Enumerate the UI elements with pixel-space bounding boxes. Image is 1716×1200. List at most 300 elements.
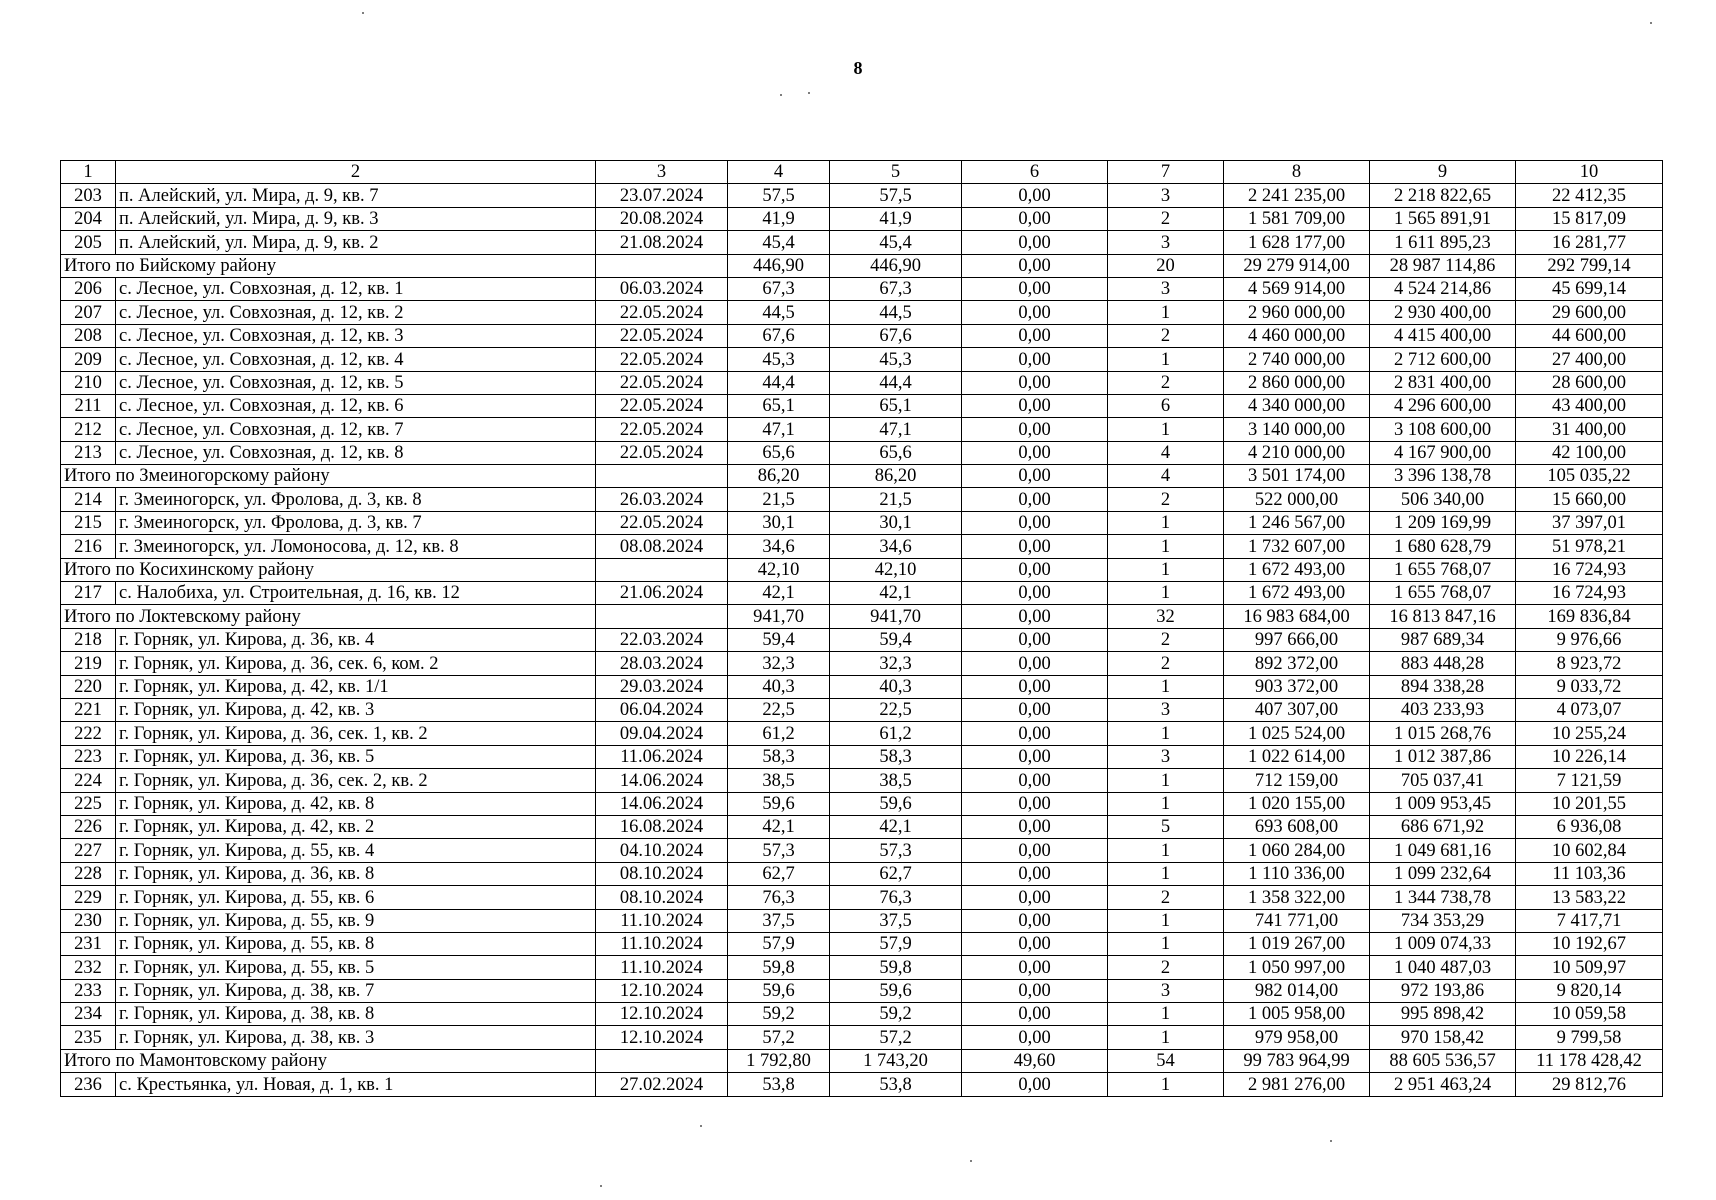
address-cell: с. Лесное, ул. Совхозная, д. 12, кв. 5 <box>116 371 596 394</box>
value-cell: 42,1 <box>830 815 962 838</box>
value-cell: 4 210 000,00 <box>1224 441 1370 464</box>
table-row <box>61 488 1663 511</box>
date-cell: 22.05.2024 <box>596 371 728 394</box>
value-cell: 76,3 <box>728 886 830 909</box>
value-cell: 2 981 276,00 <box>1224 1073 1370 1096</box>
value-cell: 4 460 000,00 <box>1224 324 1370 347</box>
value-cell: 972 193,86 <box>1370 979 1516 1002</box>
value-cell: 0,00 <box>962 698 1108 721</box>
value-cell: 10 226,14 <box>1516 745 1663 768</box>
value-cell: 47,1 <box>728 418 830 441</box>
value-cell: 59,2 <box>728 1003 830 1026</box>
date-cell: 06.03.2024 <box>596 277 728 300</box>
value-cell: 0,00 <box>962 652 1108 675</box>
column-header: 8 <box>1224 161 1370 184</box>
value-cell: 1 <box>1108 769 1224 792</box>
address-cell: г. Горняк, ул. Кирова, д. 55, кв. 5 <box>116 956 596 979</box>
value-cell: 4 415 400,00 <box>1370 324 1516 347</box>
housing-table <box>60 160 1663 1097</box>
value-cell: 2 <box>1108 652 1224 675</box>
value-cell: 1 060 284,00 <box>1224 839 1370 862</box>
value-cell: 57,5 <box>830 184 962 207</box>
date-cell: 22.05.2024 <box>596 324 728 347</box>
subtotal-cell: 42,10 <box>728 558 830 581</box>
date-cell: 22.05.2024 <box>596 394 728 417</box>
value-cell: 0,00 <box>962 722 1108 745</box>
column-header: 9 <box>1370 161 1516 184</box>
value-cell: 38,5 <box>830 769 962 792</box>
value-cell: 2 <box>1108 371 1224 394</box>
value-cell: 57,3 <box>830 839 962 862</box>
address-cell: г. Горняк, ул. Кирова, д. 38, кв. 3 <box>116 1026 596 1049</box>
table-row <box>61 956 1663 979</box>
address-cell: г. Горняк, ул. Кирова, д. 55, кв. 8 <box>116 932 596 955</box>
value-cell: 7 121,59 <box>1516 769 1663 792</box>
value-cell: 1 099 232,64 <box>1370 862 1516 885</box>
table-row <box>61 628 1663 651</box>
value-cell: 1 <box>1108 1073 1224 1096</box>
value-cell: 37,5 <box>728 909 830 932</box>
row-number: 212 <box>61 418 116 441</box>
address-cell: с. Налобиха, ул. Строительная, д. 16, кв. 12 <box>116 582 596 605</box>
address-cell: п. Алейский, ул. Мира, д. 9, кв. 7 <box>116 184 596 207</box>
value-cell: 0,00 <box>962 909 1108 932</box>
value-cell: 1 019 267,00 <box>1224 932 1370 955</box>
table-row <box>61 769 1663 792</box>
subtotal-label: Итого по Косихинскому району <box>61 558 596 581</box>
table-row <box>61 511 1663 534</box>
subtotal-cell: 86,20 <box>830 465 962 488</box>
subtotal-cell: 0,00 <box>962 605 1108 628</box>
value-cell: 58,3 <box>728 745 830 768</box>
value-cell: 43 400,00 <box>1516 394 1663 417</box>
value-cell: 1 <box>1108 909 1224 932</box>
row-number: 207 <box>61 301 116 324</box>
row-number: 225 <box>61 792 116 815</box>
subtotal-cell <box>596 465 728 488</box>
subtotal-row <box>61 1049 1663 1072</box>
row-number: 210 <box>61 371 116 394</box>
value-cell: 34,6 <box>728 535 830 558</box>
subtotal-label: Итого по Мамонтовскому району <box>61 1049 596 1072</box>
address-cell: с. Лесное, ул. Совхозная, д. 12, кв. 8 <box>116 441 596 464</box>
value-cell: 16 281,77 <box>1516 231 1663 254</box>
subtotal-cell: 28 987 114,86 <box>1370 254 1516 277</box>
value-cell: 1 110 336,00 <box>1224 862 1370 885</box>
value-cell: 403 233,93 <box>1370 698 1516 721</box>
table-row <box>61 277 1663 300</box>
value-cell: 2 712 600,00 <box>1370 348 1516 371</box>
row-number: 206 <box>61 277 116 300</box>
value-cell: 2 <box>1108 324 1224 347</box>
value-cell: 0,00 <box>962 1073 1108 1096</box>
column-header: 4 <box>728 161 830 184</box>
address-cell: г. Горняк, ул. Кирова, д. 42, кв. 8 <box>116 792 596 815</box>
value-cell: 0,00 <box>962 207 1108 230</box>
row-number: 231 <box>61 932 116 955</box>
value-cell: 970 158,42 <box>1370 1026 1516 1049</box>
value-cell: 9 820,14 <box>1516 979 1663 1002</box>
value-cell: 1 <box>1108 932 1224 955</box>
subtotal-cell: 86,20 <box>728 465 830 488</box>
row-number: 219 <box>61 652 116 675</box>
table-row <box>61 722 1663 745</box>
subtotal-cell: 169 836,84 <box>1516 605 1663 628</box>
value-cell: 10 059,58 <box>1516 1003 1663 1026</box>
date-cell: 08.10.2024 <box>596 886 728 909</box>
value-cell: 1 <box>1108 722 1224 745</box>
value-cell: 0,00 <box>962 815 1108 838</box>
value-cell: 0,00 <box>962 324 1108 347</box>
value-cell: 65,6 <box>830 441 962 464</box>
subtotal-cell: 99 783 964,99 <box>1224 1049 1370 1072</box>
value-cell: 22,5 <box>830 698 962 721</box>
subtotal-row <box>61 465 1663 488</box>
date-cell: 29.03.2024 <box>596 675 728 698</box>
date-cell: 23.07.2024 <box>596 184 728 207</box>
date-cell: 14.06.2024 <box>596 769 728 792</box>
address-cell: г. Горняк, ул. Кирова, д. 36, кв. 4 <box>116 628 596 651</box>
value-cell: 67,6 <box>728 324 830 347</box>
value-cell: 67,3 <box>830 277 962 300</box>
date-cell: 22.05.2024 <box>596 418 728 441</box>
subtotal-label: Итого по Бийскому району <box>61 254 596 277</box>
value-cell: 0,00 <box>962 745 1108 768</box>
value-cell: 0,00 <box>962 792 1108 815</box>
value-cell: 1 <box>1108 1026 1224 1049</box>
value-cell: 2 <box>1108 628 1224 651</box>
column-header: 1 <box>61 161 116 184</box>
value-cell: 59,6 <box>728 792 830 815</box>
value-cell: 29 600,00 <box>1516 301 1663 324</box>
value-cell: 0,00 <box>962 301 1108 324</box>
date-cell: 11.10.2024 <box>596 956 728 979</box>
table-row <box>61 348 1663 371</box>
row-number: 229 <box>61 886 116 909</box>
value-cell: 6 <box>1108 394 1224 417</box>
address-cell: г. Горняк, ул. Кирова, д. 42, кв. 3 <box>116 698 596 721</box>
value-cell: 2 218 822,65 <box>1370 184 1516 207</box>
value-cell: 1 209 169,99 <box>1370 511 1516 534</box>
table-row <box>61 184 1663 207</box>
subtotal-cell: 941,70 <box>830 605 962 628</box>
address-cell: г. Горняк, ул. Кирова, д. 42, кв. 1/1 <box>116 675 596 698</box>
row-number: 235 <box>61 1026 116 1049</box>
subtotal-cell: 1 672 493,00 <box>1224 558 1370 581</box>
value-cell: 2 241 235,00 <box>1224 184 1370 207</box>
subtotal-cell: 49,60 <box>962 1049 1108 1072</box>
address-cell: г. Горняк, ул. Кирова, д. 55, кв. 4 <box>116 839 596 862</box>
value-cell: 5 <box>1108 815 1224 838</box>
address-cell: с. Лесное, ул. Совхозная, д. 12, кв. 7 <box>116 418 596 441</box>
subtotal-cell: 16 813 847,16 <box>1370 605 1516 628</box>
value-cell: 0,00 <box>962 769 1108 792</box>
value-cell: 3 <box>1108 979 1224 1002</box>
scan-speck <box>600 1185 602 1187</box>
value-cell: 1 <box>1108 862 1224 885</box>
value-cell: 3 <box>1108 698 1224 721</box>
value-cell: 1 628 177,00 <box>1224 231 1370 254</box>
date-cell: 22.05.2024 <box>596 301 728 324</box>
value-cell: 407 307,00 <box>1224 698 1370 721</box>
value-cell: 979 958,00 <box>1224 1026 1370 1049</box>
subtotal-cell <box>596 1049 728 1072</box>
value-cell: 44,5 <box>830 301 962 324</box>
value-cell: 995 898,42 <box>1370 1003 1516 1026</box>
value-cell: 42,1 <box>830 582 962 605</box>
value-cell: 0,00 <box>962 1026 1108 1049</box>
table-row <box>61 675 1663 698</box>
date-cell: 08.10.2024 <box>596 862 728 885</box>
value-cell: 10 192,67 <box>1516 932 1663 955</box>
row-number: 215 <box>61 511 116 534</box>
row-number: 236 <box>61 1073 116 1096</box>
value-cell: 57,9 <box>830 932 962 955</box>
value-cell: 0,00 <box>962 582 1108 605</box>
address-cell: с. Лесное, ул. Совхозная, д. 12, кв. 2 <box>116 301 596 324</box>
subtotal-cell: 1 792,80 <box>728 1049 830 1072</box>
value-cell: 4 296 600,00 <box>1370 394 1516 417</box>
value-cell: 0,00 <box>962 418 1108 441</box>
subtotal-cell: 16 983 684,00 <box>1224 605 1370 628</box>
table-row <box>61 745 1663 768</box>
value-cell: 7 417,71 <box>1516 909 1663 932</box>
value-cell: 42,1 <box>728 582 830 605</box>
value-cell: 0,00 <box>962 231 1108 254</box>
address-cell: г. Горняк, ул. Кирова, д. 36, сек. 6, ком. 2 <box>116 652 596 675</box>
scan-speck <box>780 94 782 96</box>
value-cell: 0,00 <box>962 488 1108 511</box>
value-cell: 1 655 768,07 <box>1370 582 1516 605</box>
date-cell: 22.05.2024 <box>596 348 728 371</box>
value-cell: 0,00 <box>962 628 1108 651</box>
date-cell: 21.08.2024 <box>596 231 728 254</box>
date-cell: 12.10.2024 <box>596 1003 728 1026</box>
date-cell: 28.03.2024 <box>596 652 728 675</box>
value-cell: 3 108 600,00 <box>1370 418 1516 441</box>
subtotal-cell: 54 <box>1108 1049 1224 1072</box>
value-cell: 6 936,08 <box>1516 815 1663 838</box>
value-cell: 4 524 214,86 <box>1370 277 1516 300</box>
value-cell: 41,9 <box>728 207 830 230</box>
value-cell: 59,2 <box>830 1003 962 1026</box>
value-cell: 57,2 <box>830 1026 962 1049</box>
subtotal-cell: 0,00 <box>962 254 1108 277</box>
row-number: 222 <box>61 722 116 745</box>
value-cell: 712 159,00 <box>1224 769 1370 792</box>
subtotal-cell: 292 799,14 <box>1516 254 1663 277</box>
address-cell: г. Змеиногорск, ул. Фролова, д. 3, кв. 7 <box>116 511 596 534</box>
table-row <box>61 886 1663 909</box>
date-cell: 11.06.2024 <box>596 745 728 768</box>
value-cell: 42,1 <box>728 815 830 838</box>
value-cell: 1 025 524,00 <box>1224 722 1370 745</box>
subtotal-cell: 11 178 428,42 <box>1516 1049 1663 1072</box>
value-cell: 0,00 <box>962 348 1108 371</box>
subtotal-cell: 32 <box>1108 605 1224 628</box>
value-cell: 1 565 891,91 <box>1370 207 1516 230</box>
value-cell: 4 073,07 <box>1516 698 1663 721</box>
value-cell: 0,00 <box>962 932 1108 955</box>
value-cell: 65,1 <box>830 394 962 417</box>
table-row <box>61 394 1663 417</box>
table-row <box>61 1073 1663 1096</box>
value-cell: 10 602,84 <box>1516 839 1663 862</box>
value-cell: 1 680 628,79 <box>1370 535 1516 558</box>
value-cell: 0,00 <box>962 371 1108 394</box>
table-row <box>61 1003 1663 1026</box>
value-cell: 32,3 <box>830 652 962 675</box>
value-cell: 997 666,00 <box>1224 628 1370 651</box>
value-cell: 15 660,00 <box>1516 488 1663 511</box>
value-cell: 883 448,28 <box>1370 652 1516 675</box>
value-cell: 13 583,22 <box>1516 886 1663 909</box>
table-row <box>61 207 1663 230</box>
address-cell: г. Горняк, ул. Кирова, д. 38, кв. 8 <box>116 1003 596 1026</box>
value-cell: 1 246 567,00 <box>1224 511 1370 534</box>
value-cell: 982 014,00 <box>1224 979 1370 1002</box>
table-row <box>61 231 1663 254</box>
column-header: 10 <box>1516 161 1663 184</box>
value-cell: 0,00 <box>962 675 1108 698</box>
value-cell: 45,3 <box>728 348 830 371</box>
value-cell: 892 372,00 <box>1224 652 1370 675</box>
date-cell: 26.03.2024 <box>596 488 728 511</box>
value-cell: 686 671,92 <box>1370 815 1516 838</box>
address-cell: п. Алейский, ул. Мира, д. 9, кв. 2 <box>116 231 596 254</box>
value-cell: 61,2 <box>830 722 962 745</box>
value-cell: 65,1 <box>728 394 830 417</box>
value-cell: 41,9 <box>830 207 962 230</box>
value-cell: 693 608,00 <box>1224 815 1370 838</box>
row-number: 232 <box>61 956 116 979</box>
value-cell: 31 400,00 <box>1516 418 1663 441</box>
date-cell: 14.06.2024 <box>596 792 728 815</box>
value-cell: 16 724,93 <box>1516 582 1663 605</box>
value-cell: 1 <box>1108 1003 1224 1026</box>
row-number: 234 <box>61 1003 116 1026</box>
subtotal-cell: 4 <box>1108 465 1224 488</box>
value-cell: 522 000,00 <box>1224 488 1370 511</box>
value-cell: 0,00 <box>962 886 1108 909</box>
value-cell: 44,4 <box>728 371 830 394</box>
value-cell: 1 344 738,78 <box>1370 886 1516 909</box>
row-number: 214 <box>61 488 116 511</box>
table-row <box>61 535 1663 558</box>
value-cell: 67,6 <box>830 324 962 347</box>
value-cell: 58,3 <box>830 745 962 768</box>
value-cell: 10 255,24 <box>1516 722 1663 745</box>
date-cell: 12.10.2024 <box>596 1026 728 1049</box>
table-row <box>61 418 1663 441</box>
value-cell: 705 037,41 <box>1370 769 1516 792</box>
scan-speck <box>1650 22 1652 24</box>
value-cell: 1 <box>1108 301 1224 324</box>
value-cell: 44,4 <box>830 371 962 394</box>
date-cell: 21.06.2024 <box>596 582 728 605</box>
value-cell: 40,3 <box>830 675 962 698</box>
value-cell: 1 <box>1108 348 1224 371</box>
address-cell: с. Лесное, ул. Совхозная, д. 12, кв. 1 <box>116 277 596 300</box>
subtotal-cell: 941,70 <box>728 605 830 628</box>
table-row <box>61 698 1663 721</box>
date-cell: 16.08.2024 <box>596 815 728 838</box>
date-cell: 27.02.2024 <box>596 1073 728 1096</box>
row-number: 217 <box>61 582 116 605</box>
table-row <box>61 909 1663 932</box>
row-number: 230 <box>61 909 116 932</box>
value-cell: 4 340 000,00 <box>1224 394 1370 417</box>
row-number: 204 <box>61 207 116 230</box>
value-cell: 28 600,00 <box>1516 371 1663 394</box>
value-cell: 59,4 <box>728 628 830 651</box>
value-cell: 45,4 <box>728 231 830 254</box>
address-cell: г. Горняк, ул. Кирова, д. 55, кв. 6 <box>116 886 596 909</box>
value-cell: 21,5 <box>728 488 830 511</box>
subtotal-cell: 3 501 174,00 <box>1224 465 1370 488</box>
column-header: 5 <box>830 161 962 184</box>
table-row <box>61 582 1663 605</box>
value-cell: 1 <box>1108 675 1224 698</box>
row-number: 233 <box>61 979 116 1002</box>
value-cell: 27 400,00 <box>1516 348 1663 371</box>
column-header: 6 <box>962 161 1108 184</box>
subtotal-cell: 3 396 138,78 <box>1370 465 1516 488</box>
value-cell: 894 338,28 <box>1370 675 1516 698</box>
subtotal-cell: 16 724,93 <box>1516 558 1663 581</box>
header-row <box>61 161 1663 184</box>
value-cell: 76,3 <box>830 886 962 909</box>
value-cell: 1 049 681,16 <box>1370 839 1516 862</box>
value-cell: 57,5 <box>728 184 830 207</box>
value-cell: 45,3 <box>830 348 962 371</box>
row-number: 224 <box>61 769 116 792</box>
value-cell: 34,6 <box>830 535 962 558</box>
value-cell: 53,8 <box>830 1073 962 1096</box>
value-cell: 37,5 <box>830 909 962 932</box>
subtotal-cell <box>596 558 728 581</box>
row-number: 213 <box>61 441 116 464</box>
date-cell: 09.04.2024 <box>596 722 728 745</box>
address-cell: г. Горняк, ул. Кирова, д. 36, сек. 1, кв. 2 <box>116 722 596 745</box>
value-cell: 2 860 000,00 <box>1224 371 1370 394</box>
row-number: 223 <box>61 745 116 768</box>
table-row <box>61 979 1663 1002</box>
value-cell: 59,8 <box>830 956 962 979</box>
column-header: 3 <box>596 161 728 184</box>
table-row <box>61 839 1663 862</box>
address-cell: г. Горняк, ул. Кирова, д. 38, кв. 7 <box>116 979 596 1002</box>
date-cell: 06.04.2024 <box>596 698 728 721</box>
value-cell: 0,00 <box>962 956 1108 979</box>
value-cell: 1 020 155,00 <box>1224 792 1370 815</box>
value-cell: 0,00 <box>962 1003 1108 1026</box>
value-cell: 1 <box>1108 418 1224 441</box>
subtotal-cell: 88 605 536,57 <box>1370 1049 1516 1072</box>
value-cell: 1 040 487,03 <box>1370 956 1516 979</box>
scan-speck <box>1330 1140 1332 1142</box>
value-cell: 37 397,01 <box>1516 511 1663 534</box>
value-cell: 1 581 709,00 <box>1224 207 1370 230</box>
value-cell: 47,1 <box>830 418 962 441</box>
table-row <box>61 792 1663 815</box>
value-cell: 1 358 322,00 <box>1224 886 1370 909</box>
address-cell: с. Лесное, ул. Совхозная, д. 12, кв. 3 <box>116 324 596 347</box>
value-cell: 30,1 <box>830 511 962 534</box>
value-cell: 45,4 <box>830 231 962 254</box>
value-cell: 1 <box>1108 535 1224 558</box>
value-cell: 1 672 493,00 <box>1224 582 1370 605</box>
